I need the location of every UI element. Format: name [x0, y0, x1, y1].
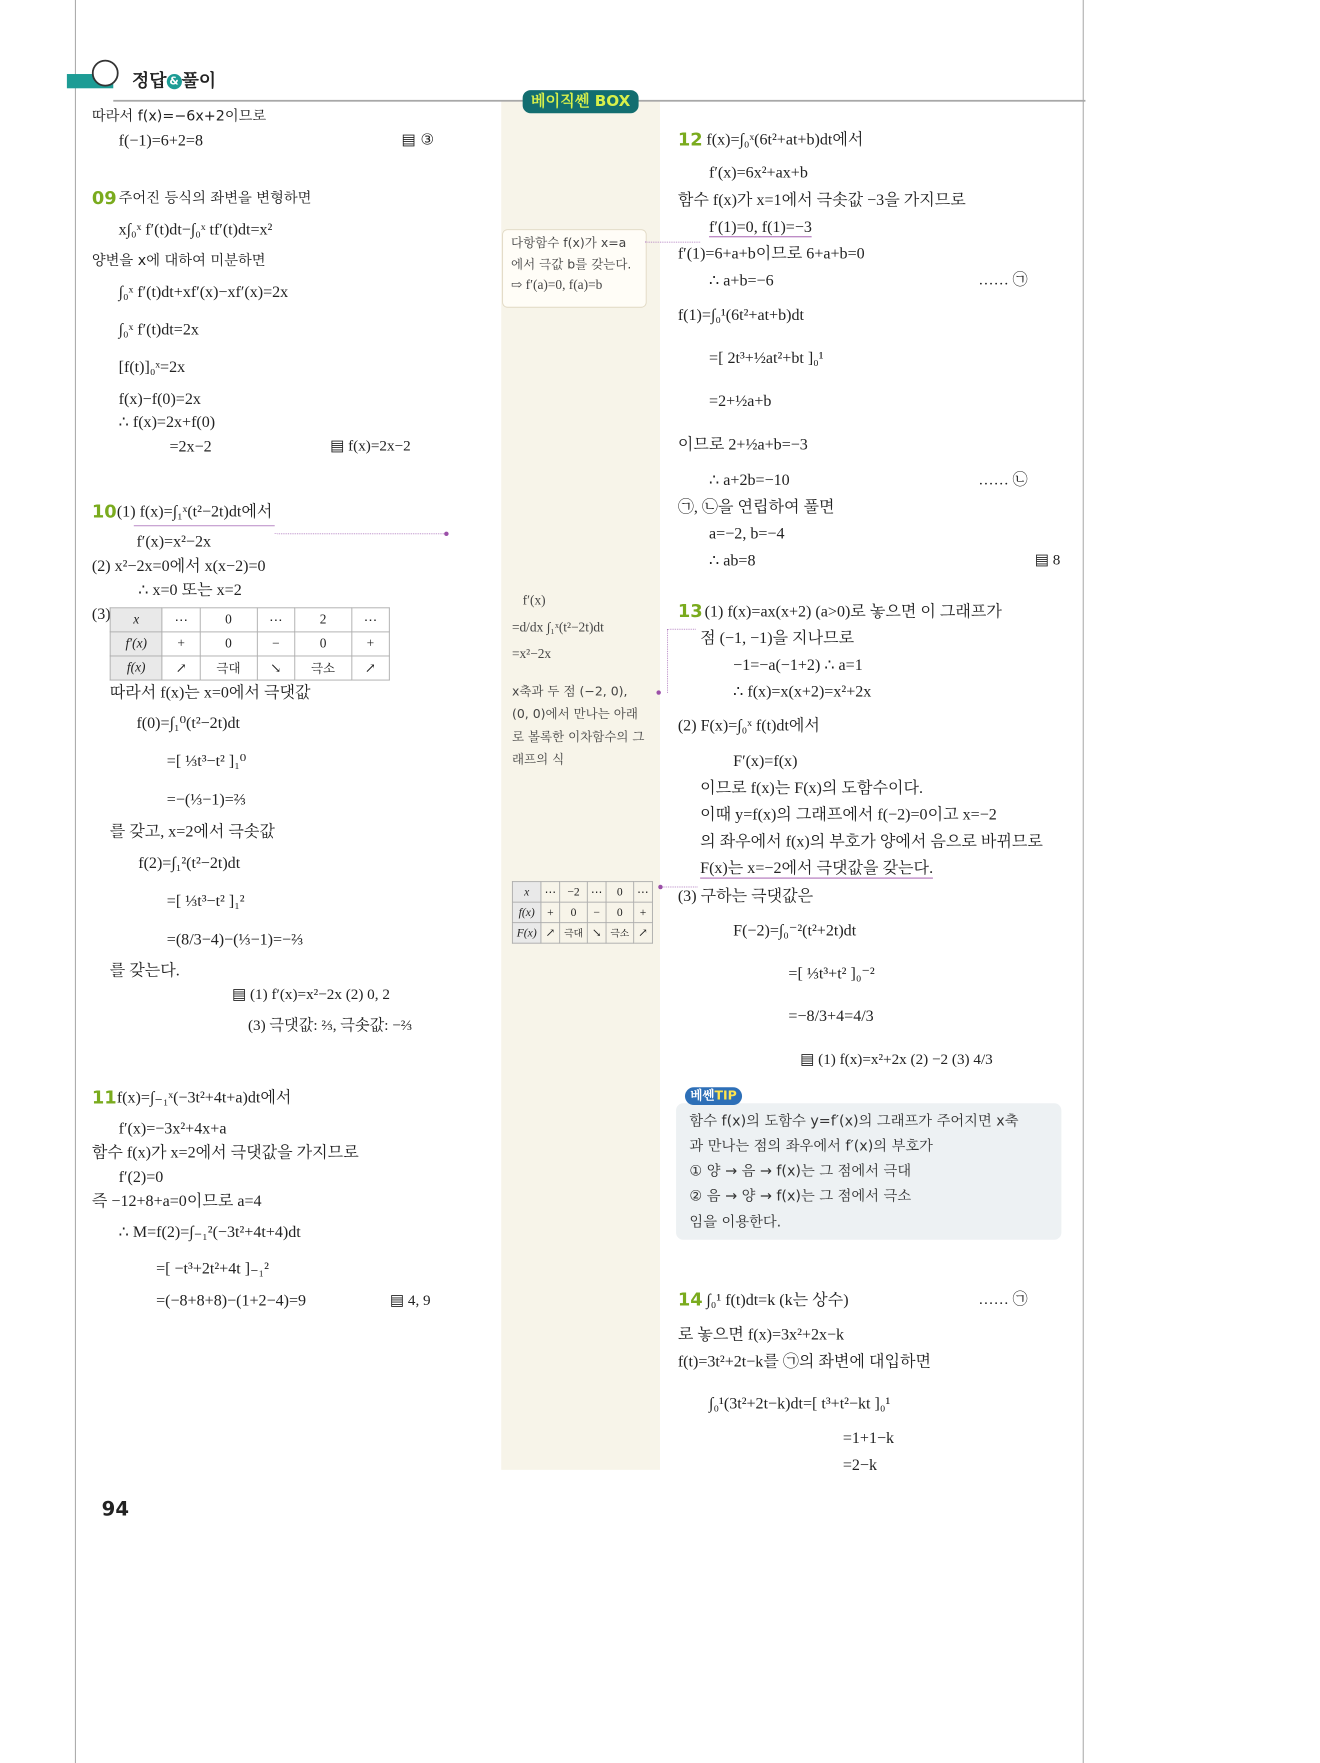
math-line: =2+½a+b	[709, 391, 772, 410]
underline	[134, 525, 275, 526]
table-cell: 극소	[295, 656, 352, 680]
math-line: =[ ⅓t³−t² ]₁²	[166, 891, 245, 910]
math-line: 이므로 2+½a+b=−3	[677, 435, 808, 454]
hint-line: x축과 두 점 (−2, 0),	[511, 684, 628, 700]
connector-line	[645, 242, 700, 243]
text-line: 주어진 등식의 좌변을 변형하면	[118, 189, 312, 207]
connector-dot	[444, 532, 448, 536]
answer: ▤ (1) f′(x)=x²−2x (2) 0, 2	[231, 985, 390, 1003]
math-line: 로 놓으면 f(x)=3x²+2x−k	[677, 1325, 845, 1344]
math-line: f′(1)=0, f(1)=−3	[709, 217, 812, 236]
math-line: f(0)=∫₁⁰(t²−2t)dt	[136, 713, 241, 732]
math-line: ∴ a+b=−6	[709, 271, 774, 289]
table-cell: −	[587, 902, 606, 923]
problem-number: 14	[677, 1288, 703, 1311]
math-line: 즉 −12+8+a=0이므로 a=4	[91, 1191, 262, 1210]
table-cell: ↗	[634, 923, 653, 944]
math-line: =[ −t³+2t²+4t ]₋₁²	[156, 1259, 269, 1278]
math-line: ∫₀ˣ f′(t)dt=2x	[118, 320, 199, 339]
math-line: =−(⅓−1)=⅔	[166, 790, 246, 809]
connector-line	[275, 533, 446, 534]
math-line: ∫₀¹(3t²+2t−k)dt=[ t³+t²−kt ]₀¹	[709, 1394, 891, 1412]
table-cell: ⋯	[257, 608, 295, 632]
page-border-left	[75, 0, 76, 1763]
tip-line: 임을 이용한다.	[689, 1212, 782, 1230]
math-line: =2x−2	[169, 437, 212, 455]
equation-mark: …… ㉠	[978, 271, 1028, 289]
math-line: ∫₀ˣ f′(t)dt+xf′(x)−xf′(x)=2x	[118, 282, 289, 301]
math-line: =(8/3−4)−(⅓−1)=−⅔	[166, 930, 304, 949]
hint-line: 로 볼록한 이차함수의 그	[511, 730, 645, 745]
table-cell: ↗	[541, 923, 560, 944]
table-cell: ⋯	[351, 608, 389, 632]
math-line: (2) F(x)=∫₀ˣ f(t)dt에서	[677, 716, 820, 735]
hint-line: 에서 극값 b를 갖는다.	[511, 257, 632, 273]
math-line: ㉠, ㉡을 연립하여 풀면	[677, 497, 835, 516]
problem-number: 09	[91, 187, 117, 209]
table-cell: 2	[295, 608, 352, 632]
page-border-right	[1083, 0, 1084, 1763]
math-line: a=−2, b=−4	[709, 524, 785, 543]
answer: ▤ f(x)=2x−2	[330, 437, 411, 454]
hint-line: 다항함수 f(x)가 x=a	[511, 236, 627, 251]
math-line: (1) f(x)=∫₁ˣ(t²−2t)dt에서	[116, 502, 273, 520]
tip-line: ② 음 → 양 → f(x)는 그 점에서 극소	[689, 1187, 912, 1205]
problem-number: 12	[677, 128, 703, 150]
table-cell: −2	[560, 882, 587, 903]
math-line: 를 갖는다.	[109, 961, 180, 980]
math-line: 함수 f(x)가 x=1에서 극솟값 −3을 가지므로	[677, 190, 966, 209]
answer: ▤ 8	[1034, 551, 1061, 569]
title-text: 풀이	[181, 69, 217, 91]
table-cell: ⋯	[541, 882, 560, 903]
basic-box-badge: 베이직쎈 BOX	[523, 90, 639, 113]
table-cell: ↘	[587, 923, 606, 944]
hint-line: ⇨ f′(a)=0, f(a)=b	[511, 278, 603, 293]
table-cell: ⋯	[162, 608, 200, 632]
math-line: 함수 f(x)가 x=2에서 극댓값을 가지므로	[91, 1143, 359, 1162]
table-cell: 0	[606, 882, 633, 903]
math-line: (1) f(x)=ax(x+2) (a>0)로 놓으면 이 그래프가	[704, 602, 1002, 620]
hint-line: (0, 0)에서 만나는 아래	[511, 707, 638, 722]
math-line: 의 좌우에서 f(x)의 부호가 양에서 음으로 바뀌므로	[700, 832, 1043, 850]
problem-number: 10	[91, 500, 117, 522]
table-cell: ⋯	[587, 882, 606, 903]
math-line: f(x)−f(0)=2x	[118, 389, 201, 408]
page-number: 94	[101, 1498, 129, 1521]
math-line: f(1)=∫₀¹(6t²+at+b)dt	[677, 305, 804, 324]
table-cell: 0	[560, 902, 587, 923]
math-line: f(2)=∫₁²(t²−2t)dt	[138, 853, 241, 872]
answer: ▤ (1) f(x)=x²+2x (2) −2 (3) 4/3	[800, 1050, 993, 1068]
math-line: f(x)=∫₀ˣ(6t²+at+b)dt에서	[706, 130, 864, 149]
sign-table	[512, 881, 653, 943]
ampersand-icon: &	[166, 74, 181, 89]
math-line: [f(t)]₀ˣ=2x	[118, 357, 186, 376]
tip-line: 과 만나는 점의 좌우에서 f′(x)의 부호가	[689, 1137, 933, 1155]
math-line: (3)	[91, 604, 111, 623]
math-line: F(−2)=∫₀⁻²(t²+2t)dt	[733, 921, 857, 940]
table-cell: 극소	[606, 923, 633, 944]
math-line: F′(x)=f(x)	[733, 751, 798, 770]
table-cell: x	[110, 608, 162, 632]
table-cell: +	[541, 902, 560, 923]
problem-number: 13	[677, 600, 703, 622]
table-cell: −	[257, 632, 295, 656]
table-cell: 0	[606, 902, 633, 923]
math-line: 를 갖고, x=2에서 극솟값	[109, 822, 275, 841]
table-cell: x	[512, 882, 541, 903]
math-line: =[ ⅓t³+t² ]₀⁻²	[788, 964, 875, 982]
math-line: 이때 y=f(x)의 그래프에서 f(−2)=0이고 x=−2	[700, 805, 997, 824]
text-line: 양변을 x에 대하여 미분하면	[91, 251, 266, 269]
connector-line	[667, 629, 668, 693]
table-cell: +	[634, 902, 653, 923]
table-cell: +	[162, 632, 200, 656]
math-line: ∴ M=f(2)=∫₋₁²(−3t²+4t+4)dt	[118, 1222, 301, 1241]
math-line: =[ ⅓t³−t² ]₁⁰	[166, 751, 247, 770]
math-line: F(x)는 x=−2에서 극댓값을 갖는다.	[700, 858, 934, 877]
clock-icon	[92, 60, 119, 87]
math-line: f′(x)=6x²+ax+b	[709, 163, 808, 182]
table-cell: ↗	[162, 656, 200, 680]
math-line: ∫₀¹ f(t)dt=k (k는 상수)	[706, 1290, 849, 1309]
table-cell: 극대	[200, 656, 257, 680]
tip-badge-text: TIP	[714, 1089, 737, 1104]
hint-line: =d/dx ∫₁ˣ(t²−2t)dt	[511, 620, 604, 636]
math-line: ∴ x=0 또는 x=2	[138, 580, 242, 599]
math-line: =(−8+8+8)−(1+2−4)=9	[156, 1291, 307, 1310]
table-cell: f′(x)	[110, 632, 162, 656]
math-line: =−8/3+4=4/3	[788, 1006, 874, 1025]
tip-badge-text: 베쎈	[690, 1089, 715, 1104]
equation-mark: …… ㉠	[978, 1290, 1028, 1308]
answer: (3) 극댓값: ⅔, 극솟값: −⅔	[247, 1016, 413, 1034]
math-line: ∴ f(x)=x(x+2)=x²+2x	[733, 682, 872, 701]
table-cell: 0	[295, 632, 352, 656]
table-cell: 0	[200, 632, 257, 656]
table-cell: ⋯	[634, 882, 653, 903]
tip-badge	[685, 1087, 742, 1105]
section-title	[132, 66, 216, 92]
text-line: 따라서 f(x)=−6x+2이므로	[91, 107, 267, 124]
tip-line: 함수 f(x)의 도함수 y=f′(x)의 그래프가 주어지면 x축	[689, 1112, 1019, 1130]
table-cell: 극대	[560, 923, 587, 944]
title-text: 정답	[132, 69, 167, 91]
answer: ▤ ③	[401, 131, 435, 149]
math-line: ∴ f(x)=2x+f(0)	[118, 412, 216, 431]
table-cell: ↗	[351, 656, 389, 680]
math-line: f′(1)=6+a+b이므로 6+a+b=0	[677, 244, 865, 263]
table-cell: F(x)	[512, 923, 541, 944]
connector-dot	[656, 690, 660, 694]
sign-table	[110, 607, 390, 680]
math-line: =1+1−k	[842, 1428, 895, 1447]
math-line: 따라서 f(x)는 x=0에서 극댓값	[109, 683, 311, 702]
math-line: 이므로 f(x)는 F(x)의 도함수이다.	[700, 778, 923, 797]
math-line: =[ 2t³+½at²+bt ]₀¹	[709, 348, 824, 367]
math-line: f′(x)=−3x²+4x+a	[118, 1119, 227, 1138]
math-line: x∫₀ˣ f′(t)dt−∫₀ˣ tf′(t)dt=x²	[118, 220, 273, 239]
answer: ▤ 4, 9	[389, 1291, 431, 1309]
tip-line: ① 양 → 음 → f(x)는 그 점에서 극대	[689, 1162, 912, 1180]
hint-line: f′(x)	[522, 594, 546, 609]
math-line: 점 (−1, −1)을 지나므로	[700, 628, 855, 647]
table-cell: f(x)	[110, 656, 162, 680]
connector-line	[667, 629, 696, 630]
table-cell: +	[351, 632, 389, 656]
math-line: f(−1)=6+2=8	[118, 131, 203, 149]
math-line: f′(x)=x²−2x	[136, 532, 212, 551]
math-line: =2−k	[842, 1455, 878, 1474]
math-line: f(x)=∫₋₁ˣ(−3t²+4t+a)dt에서	[116, 1088, 292, 1106]
math-line: ∴ a+2b=−10	[709, 470, 790, 489]
math-line: (2) x²−2x=0에서 x(x−2)=0	[91, 556, 266, 575]
table-cell: ↘	[257, 656, 295, 680]
math-line: f′(2)=0	[118, 1167, 164, 1186]
problem-number: 11	[91, 1086, 117, 1108]
hint-line: =x²−2x	[511, 647, 552, 662]
table-cell: f(x)	[512, 902, 541, 923]
table-cell: 0	[200, 608, 257, 632]
equation-mark: …… ㉡	[978, 470, 1028, 488]
math-line: −1=−a(−1+2) ∴ a=1	[733, 655, 863, 674]
math-line: (3) 구하는 극댓값은	[677, 886, 814, 905]
hint-line: 래프의 식	[511, 752, 565, 768]
math-line: f(t)=3t²+2t−k를 ㉠의 좌변에 대입하면	[677, 1352, 931, 1370]
math-line: ∴ ab=8	[709, 551, 756, 570]
